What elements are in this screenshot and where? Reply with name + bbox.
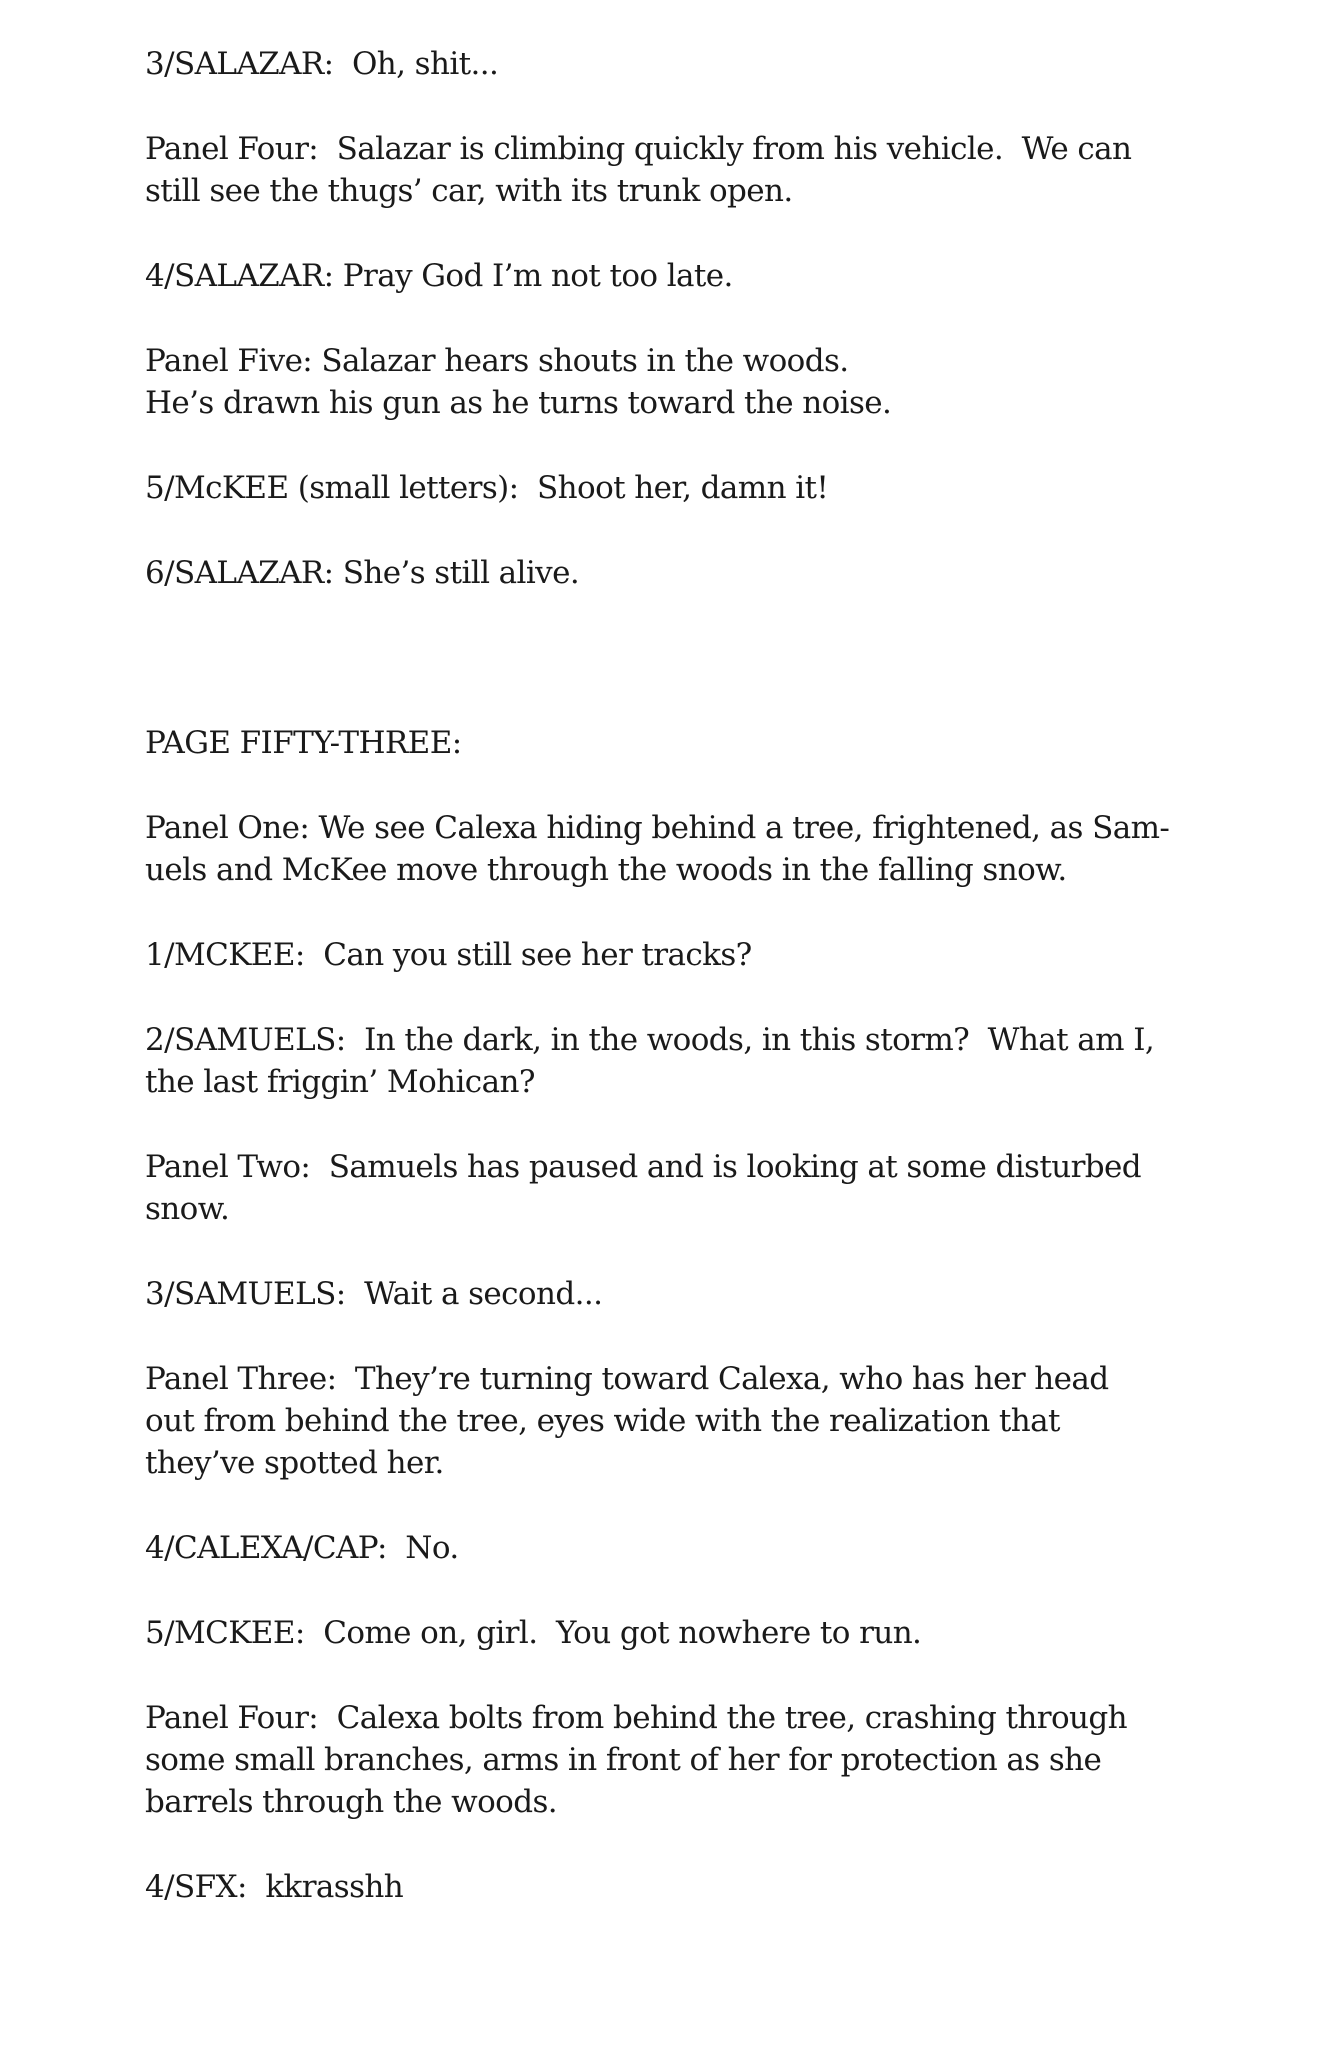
script-line: uels and McKee move through the woods in the falling snow. — [145, 852, 1067, 888]
script-line: Panel Five: Salazar hears shouts in the woods. — [145, 343, 849, 379]
script-line: out from behind the tree, eyes wide with the realization that — [145, 1403, 1060, 1439]
script-line: 3/SAMUELS: Wait a second... — [145, 1276, 603, 1312]
script-line: barrels through the woods. — [145, 1784, 558, 1820]
page-heading: PAGE FIFTY-THREE: — [145, 725, 462, 761]
script-line: some small branches, arms in front of her for protection as she — [145, 1742, 1102, 1778]
script-line: He’s drawn his gun as he turns toward the noise. — [145, 385, 892, 421]
script-line: the last friggin’ Mohican? — [145, 1064, 535, 1100]
script-line: they’ve spotted her. — [145, 1445, 444, 1481]
script-line: 4/SALAZAR: Pray God I’m not too late. — [145, 258, 733, 294]
script-line: Panel Three: They’re turning toward Calexa, who has her head — [145, 1361, 1109, 1397]
script-line: 4/CALEXA/CAP: No. — [145, 1530, 459, 1566]
script-line: Panel Four: Calexa bolts from behind the tree, crashing through — [145, 1700, 1127, 1736]
script-line: Panel Four: Salazar is climbing quickly from his vehicle. We can — [145, 131, 1132, 167]
script-line: 1/MCKEE: Can you still see her tracks? — [145, 937, 752, 973]
script-line: snow. — [145, 1191, 230, 1227]
script-line: 4/SFX: kkrasshh — [145, 1869, 404, 1905]
script-line: 2/SAMUELS: In the dark, in the woods, in this storm? What am I, — [145, 1022, 1155, 1058]
script-line: Panel One: We see Calexa hiding behind a tree, frightened, as Sam- — [145, 810, 1170, 846]
script-line: 5/MCKEE: Come on, girl. You got nowhere to run. — [145, 1615, 922, 1651]
script-line: Panel Two: Samuels has paused and is looking at some disturbed — [145, 1149, 1142, 1185]
script-line: 5/McKEE (small letters): Shoot her, damn it! — [145, 470, 829, 506]
script-line: 6/SALAZAR: She’s still alive. — [145, 555, 580, 591]
script-line: 3/SALAZAR: Oh, shit... — [145, 46, 499, 82]
script-line: still see the thugs’ car, with its trunk open. — [145, 173, 793, 209]
